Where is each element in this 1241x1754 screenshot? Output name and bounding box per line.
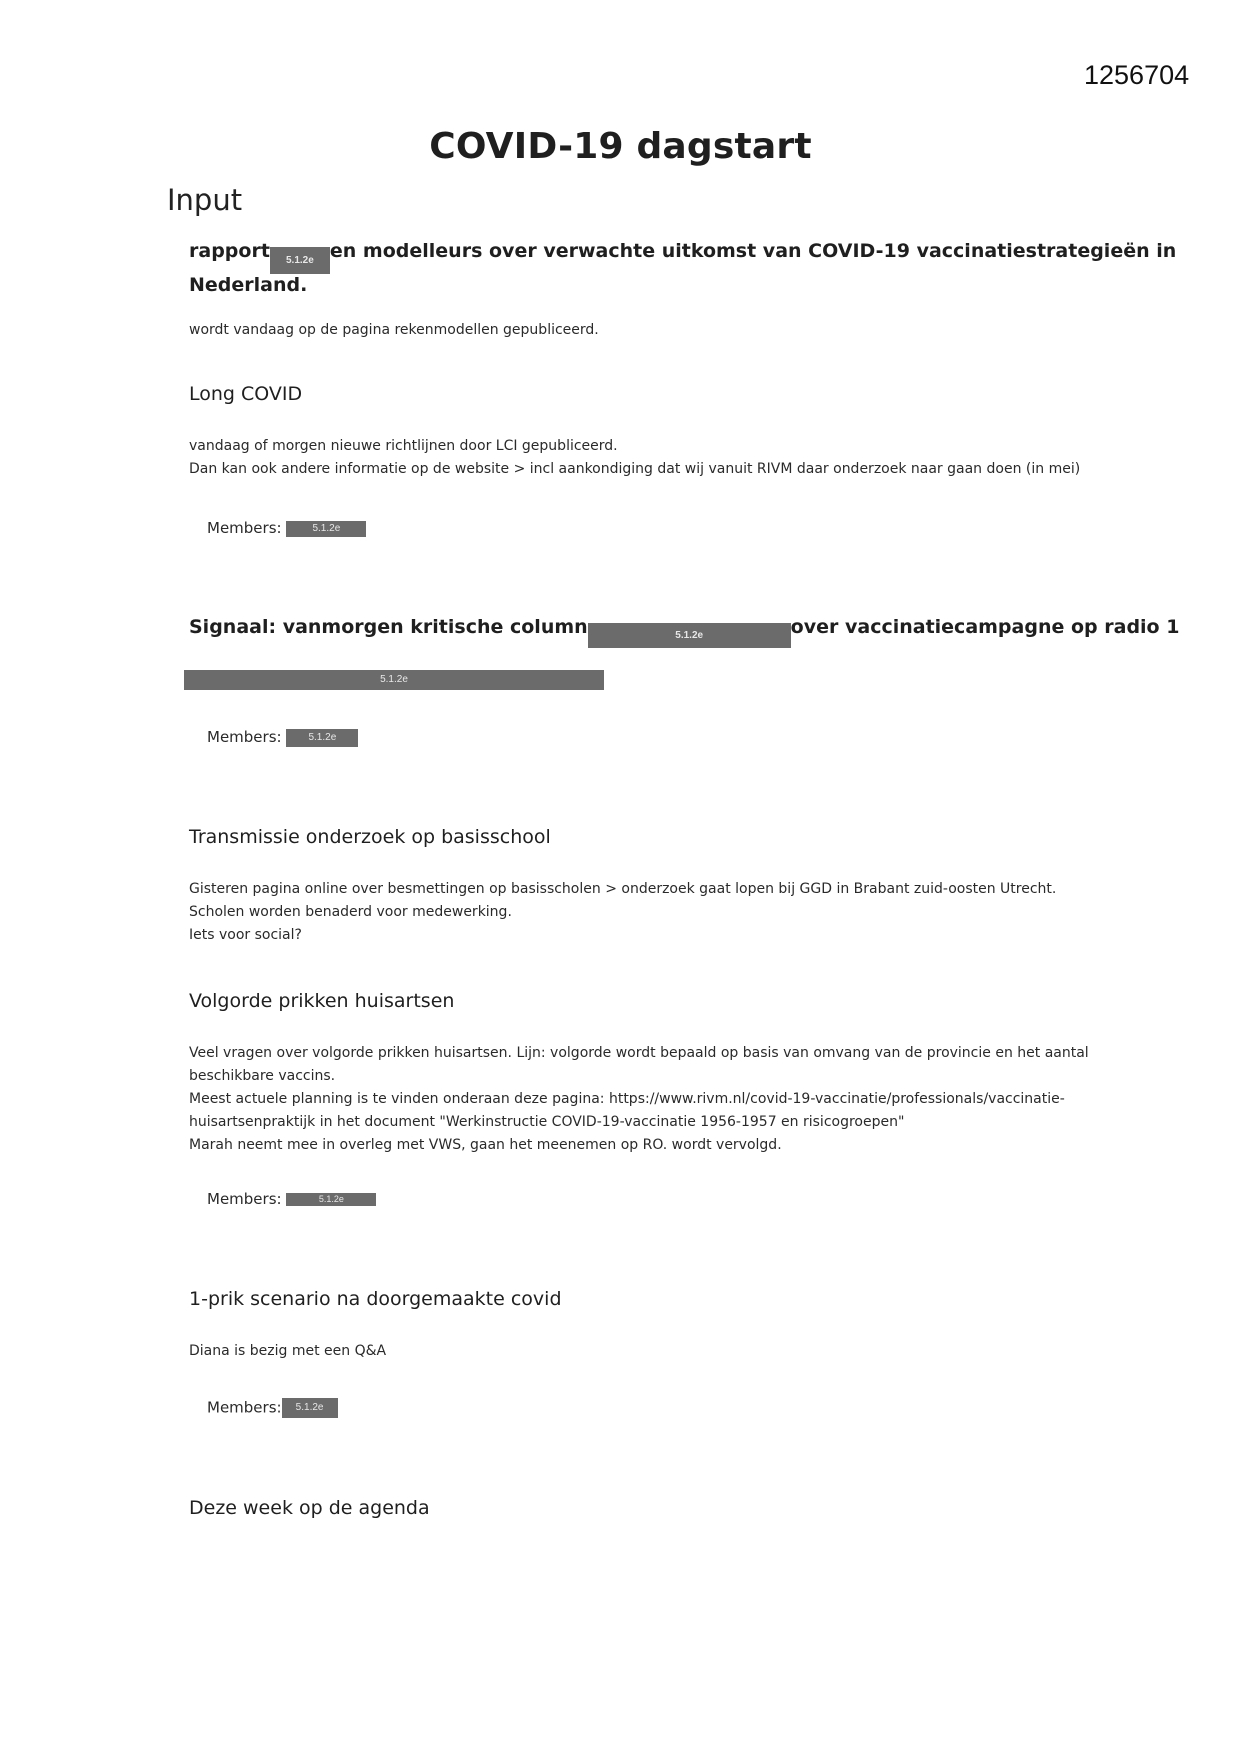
item-signaal-heading-part2: over vaccinatiecampagne op radio 1 — [790, 616, 1180, 638]
item-transmissie-heading: Transmissie onderzoek op basisschool — [189, 826, 551, 848]
item-transmissie-body — [189, 878, 1056, 947]
item-rapport-heading — [189, 240, 1176, 297]
item-signaal-members — [207, 728, 358, 747]
redaction-box: 5.1.2e — [282, 1398, 338, 1418]
body-line: Dan kan ook andere informatie op de website > incl aankondiging dat wij vanuit RIVM daar onderzoek naar gaan doen (in mei) — [189, 461, 1081, 477]
redaction-box: 5.1.2e — [286, 1193, 376, 1206]
redaction-box: 5.1.2e — [270, 247, 330, 274]
item-volgorde-members — [207, 1190, 376, 1208]
item-rapport-body: wordt vandaag op de pagina rekenmodellen gepubliceerd. — [189, 322, 599, 338]
item-rapport-heading-part2: en modelleurs over verwachte uitkomst van COVID-19 vaccinatiestrategieën in — [329, 240, 1177, 262]
section-label-input: Input — [167, 183, 243, 217]
body-line: Iets voor social? — [189, 927, 302, 943]
item-rapport-heading-part1: rapport — [189, 240, 270, 262]
item-1prik-members — [207, 1398, 338, 1418]
item-rapport-heading-line2: Nederland. — [189, 274, 308, 296]
body-line: Gisteren pagina online over besmettingen op basisscholen > onderzoek gaat lopen bij GGD in Brabant zuid-oosten Utrecht. — [189, 881, 1057, 897]
item-long-covid-heading: Long COVID — [189, 383, 303, 405]
members-label: Members: — [207, 728, 282, 746]
page-title: COVID-19 dagstart — [429, 126, 812, 167]
item-1prik-heading: 1-prik scenario na doorgemaakte covid — [189, 1288, 562, 1310]
body-line: Meest actuele planning is te vinden onderaan deze pagina: https://www.rivm.nl/covid-19-vaccinatie/professionals/vaccinatie- — [189, 1091, 1065, 1107]
body-line: beschikbare vaccins. — [189, 1068, 336, 1084]
redaction-box: 5.1.2e — [286, 729, 358, 747]
item-1prik-body: Diana is bezig met een Q&A — [189, 1343, 387, 1359]
item-volgorde-heading: Volgorde prikken huisartsen — [189, 990, 455, 1012]
body-line: Marah neemt mee in overleg met VWS, gaan het meenemen op RO. wordt vervolgd. — [189, 1137, 782, 1153]
item-agenda-heading: Deze week op de agenda — [189, 1497, 430, 1519]
body-line: Veel vragen over volgorde prikken huisartsen. Lijn: volgorde wordt bepaald op basis van omvang van de provincie en het aantal — [189, 1045, 1089, 1061]
redaction-box: 5.1.2e — [286, 521, 366, 537]
redaction-box: 5.1.2e — [588, 623, 791, 648]
item-signaal-redacted-line — [184, 669, 604, 690]
item-signaal-heading-part1: Signaal: vanmorgen kritische column — [189, 616, 588, 638]
item-long-covid-body — [189, 435, 1080, 481]
document-id-number: 1256704 — [1084, 60, 1190, 90]
body-line: vandaag of morgen nieuwe richtlijnen door LCI gepubliceerd. — [189, 438, 618, 454]
item-rapport — [189, 240, 1176, 297]
body-line: huisartsenpraktijk in het document "Werkinstructie COVID-19-vaccinatie 1956-1957 en risicogroepen" — [189, 1114, 905, 1130]
item-signaal-heading — [189, 616, 1179, 648]
members-label: Members: — [207, 1398, 282, 1417]
body-line: Scholen worden benaderd voor medewerking. — [189, 904, 512, 920]
members-label: Members: — [207, 1190, 282, 1208]
item-volgorde-body — [189, 1042, 1089, 1157]
item-long-covid-members — [207, 519, 366, 537]
redaction-box: 5.1.2e — [184, 670, 604, 690]
members-label: Members: — [207, 519, 282, 537]
